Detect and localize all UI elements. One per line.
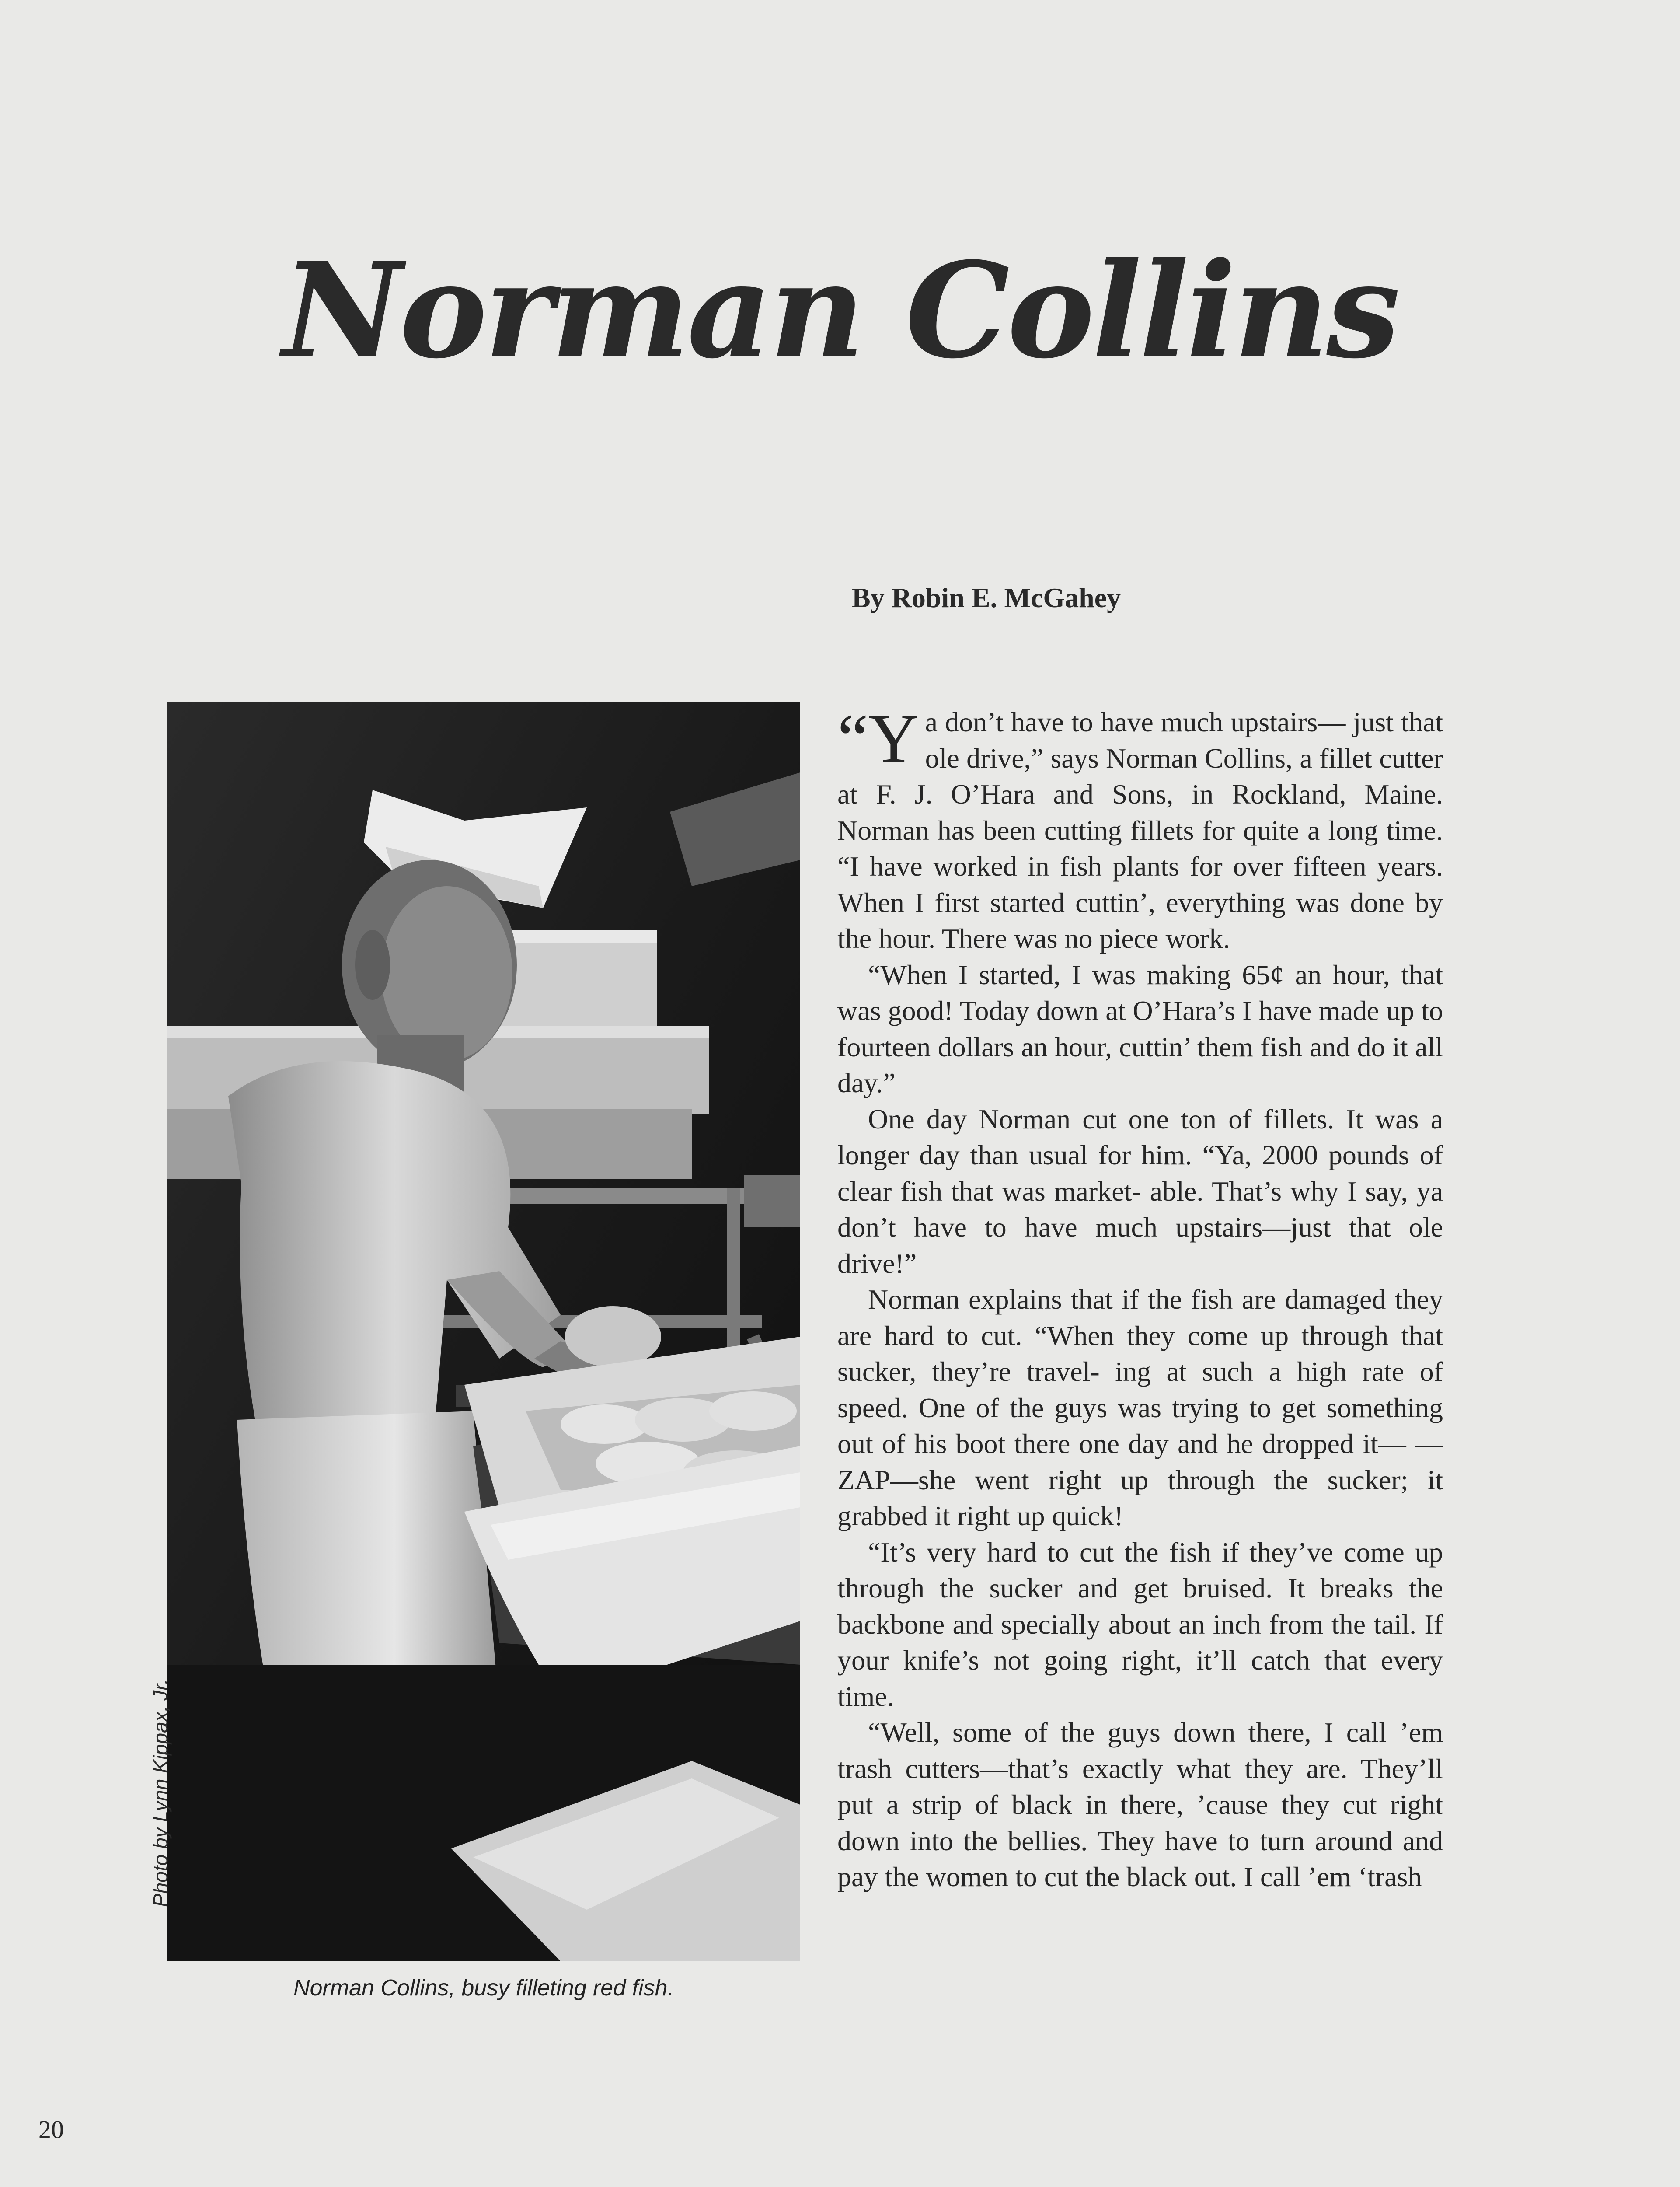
drop-cap (837, 699, 919, 777)
article-paragraph: Norman explains that if the fish are damaged they are hard to cut. “When they come up through that sucker, they’re travel- ing at such a high rate of speed. One of the guys was trying to get something out of his boot there one day and he dropped it— —ZAP—she went right up through the sucker; it grabbed it right up quick! (837, 1284, 1443, 1531)
article-paragraph (837, 699, 1443, 957)
first-paragraph-text: a don’t have to have much upstairs— just that ole drive,” says Norman Collins, a fillet cutter at F. J. O’Hara and Sons, in Rockland, Maine. Norman has been cutting fillets for quite a long time. “I have worked in fish plants for over fifteen years. When I first started cuttin’, everything was done by the hour. There was no piece work. (837, 706, 1443, 954)
page-title: Norman Collins (282, 233, 1398, 388)
article-paragraph: One day Norman cut one ton of fillets. It was a longer day than usual for him. “Ya, 2000 pounds of clear fish that was market- able. That’s why I say, ya don’t have to have much upstairs—just that ole drive!” (837, 1103, 1443, 1279)
page-number: 20 (38, 2115, 64, 2144)
article-paragraph: “Well, some of the guys down there, I call ’em trash cutters—that’s exactly what they are. They’ll put a strip of black in there, ’cause they cut right down into the bellies. They have to turn around and pay the women to cut the black out. I call ’em ‘trash (837, 1717, 1443, 1892)
open-quote: “ (837, 699, 869, 777)
byline: By Robin E. McGahey (852, 582, 1121, 613)
photo-caption: Norman Collins, busy filleting red fish. (293, 1975, 674, 2001)
article-paragraph: “When I started, I was making 65¢ an hour, that was good! Today down at O’Hara’s I have made up to fourteen dollars an hour, cuttin’ them fish and do it all day.” (837, 959, 1443, 1098)
photo-credit: Photo by Lynn Kippax, Jr. (149, 1679, 172, 1907)
article-body (837, 699, 1443, 1895)
drop-cap-letter: Y (868, 699, 919, 777)
photo-norman-collins (167, 702, 800, 1961)
article-paragraph: “It’s very hard to cut the fish if they’ve come up through the sucker and get bruised. It breaks the backbone and specially about an inch from the tail. If your knife’s not going right, it’ll catch that every time. (837, 1536, 1443, 1712)
